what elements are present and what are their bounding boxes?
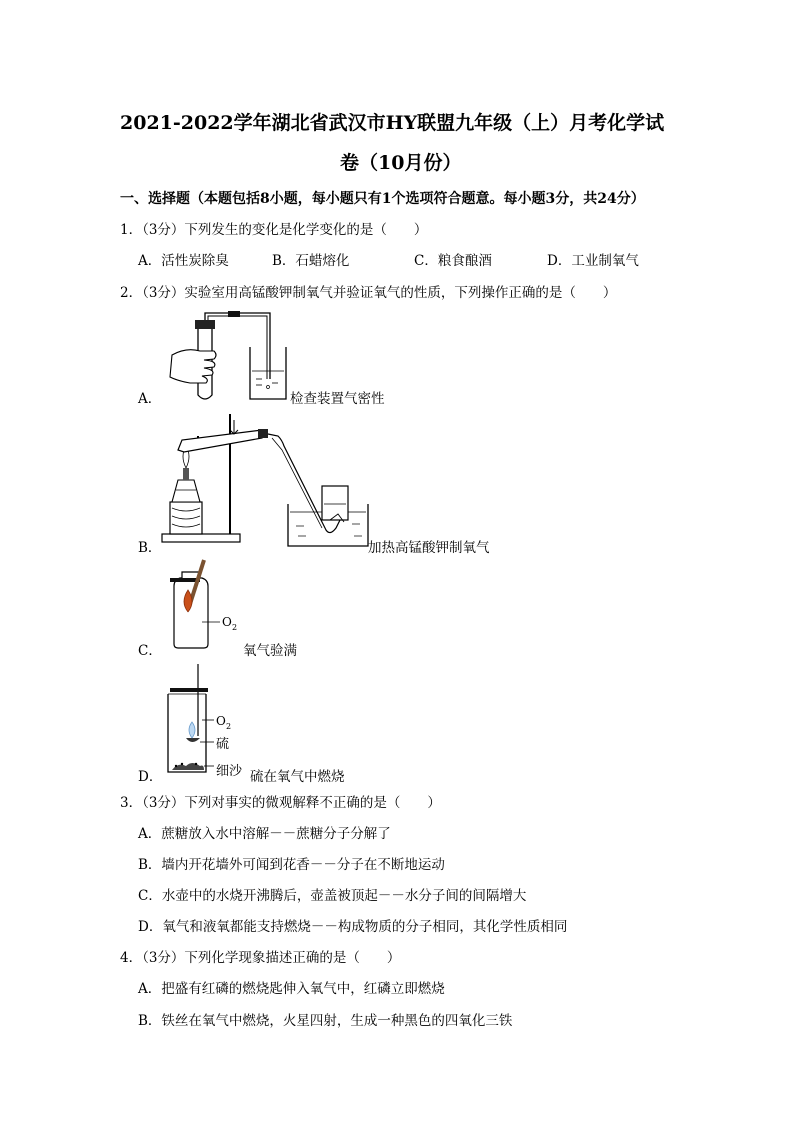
page-title: 2021-2022学年湖北省武汉市HY联盟九年级（上）月考化学试: [120, 112, 665, 134]
oxygen-full-test-diagram: [160, 556, 250, 656]
figure-d-sulfur-label: 硫: [216, 737, 230, 752]
question-3-stem: 3．（3分）下列对事实的微观解释不正确的是（ ）: [120, 795, 441, 811]
figure-d-caption: 硫在氧气中燃烧: [250, 769, 345, 785]
question-1-option-b: B．石蜡熔化: [272, 253, 350, 269]
question-2-stem: 2．（3分）实验室用高锰酸钾制氧气并验证氧气的性质，下列操作正确的是（ ）: [120, 285, 617, 301]
question-1-option-a: A．活性炭除臭: [138, 253, 229, 269]
sulfur-burning-diagram: [160, 662, 260, 782]
question-1-option-c: C．粮食酿酒: [414, 253, 492, 269]
question-3-option-a: A．蔗糖放入水中溶解－－蔗糖分子分解了: [138, 826, 391, 842]
figure-b-caption: 加热高锰酸钾制氧气: [368, 540, 490, 556]
figure-d-o2-label: O: [216, 714, 226, 728]
question-3-option-d: D．氧气和液氧都能支持燃烧－－构成物质的分子相同，其化学性质相同: [138, 919, 568, 935]
airtightness-check-diagram: [160, 307, 300, 407]
section-heading: 一、选择题（本题包括8小题，每小题只有1个选项符合题意。每小题3分，共24分）: [120, 191, 645, 207]
question-4-option-a: A．把盛有红磷的燃烧匙伸入氧气中，红磷立即燃烧: [138, 981, 445, 997]
figure-a-caption: 检查装置气密性: [290, 391, 385, 407]
question-1-stem: 1．（3分）下列发生的变化是化学变化的是（ ）: [120, 222, 428, 238]
figure-d-o2-subscript: 2: [226, 722, 232, 731]
question-3-option-c: C．水壶中的水烧开沸腾后，壶盖被顶起－－水分子间的间隔增大: [138, 888, 527, 904]
figure-c-caption: 氧气验满: [243, 643, 297, 659]
figure-c-letter: C．: [138, 643, 162, 659]
figure-d-sand-label: 细沙: [216, 764, 243, 779]
figure-b-letter: B．: [138, 540, 162, 556]
page-title-cont: 卷（10月份）: [340, 152, 462, 174]
figure-a-letter: A．: [138, 391, 162, 407]
figure-c-o2-label: O: [222, 615, 232, 629]
question-4-stem: 4．（3分）下列化学现象描述正确的是（ ）: [120, 950, 401, 966]
question-3-option-b: B．墙内开花墙外可闻到花香－－分子在不断地运动: [138, 857, 445, 873]
question-1-option-d: D．工业制氧气: [547, 253, 639, 269]
figure-c-o2-subscript: 2: [232, 623, 238, 632]
question-4-option-b: B．铁丝在氧气中燃烧，火星四射，生成一种黑色的四氧化三铁: [138, 1013, 513, 1029]
figure-d-letter: D．: [138, 769, 163, 785]
potassium-permanganate-heating-diagram: [158, 410, 370, 550]
